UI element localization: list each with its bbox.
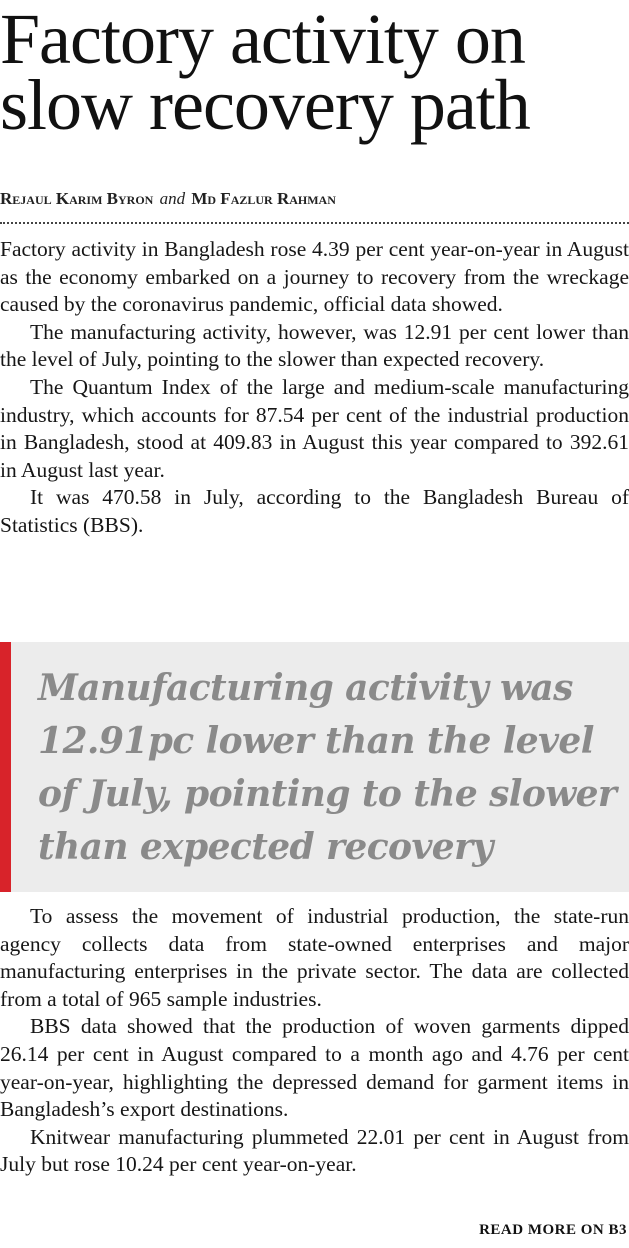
headline: Factory activity on slow recovery path xyxy=(0,0,530,145)
byline-author-1: Rejaul Karim Byron xyxy=(0,189,154,208)
byline xyxy=(0,188,629,210)
paragraph: It was 470.58 in July, according to the Bangladesh Bureau of Statistics (BBS). xyxy=(0,485,629,537)
pull-quote-text: Manufacturing activity was 12.91pc lower than the level of July, pointing to the slower than expected recovery xyxy=(38,667,617,868)
paragraph: BBS data showed that the production of woven garments dipped 26.14 per cent in August compared to a month ago and 4.76 per cent year-on-year, highlighting the depressed demand for garment items in Bangladesh’s export destinations. xyxy=(0,1014,629,1122)
read-more-link[interactable]: READ MORE ON B3 xyxy=(479,1222,627,1238)
pull-quote xyxy=(0,642,629,892)
byline-author-2: Md Fazlur Rahman xyxy=(191,189,336,208)
article-body-top xyxy=(0,236,629,540)
paragraph: Factory activity in Bangladesh rose 4.39 per cent year-on-year in August as the economy embarked on a journey to recovery from the wreckage caused by the coronavirus pandemic, official data showed. xyxy=(0,237,629,317)
pull-quote-accent-bar xyxy=(0,642,11,892)
byline-conjunction: and xyxy=(159,189,186,208)
paragraph: The Quantum Index of the large and medium-scale manufacturing industry, which accounts for 87.54 per cent of the industrial production in Bangladesh, stood at 409.83 in August this year compared to 392.61 in August last year. xyxy=(0,374,629,482)
paragraph: Knitwear manufacturing plummeted 22.01 per cent in August from July but rose 10.24 per cent year-on-year. xyxy=(0,1124,629,1177)
paragraph: To assess the movement of industrial production, the state-run agency collects data from state-owned enterprises and major manufacturing enterprises in the private sector. The data are collected from a total of 965 sample industries. xyxy=(0,904,629,1011)
byline-divider xyxy=(0,222,629,224)
article-body-bottom xyxy=(0,903,629,1179)
paragraph: The manufacturing activity, however, was 12.91 per cent lower than the level of July, pointing to the slower than expected recovery. xyxy=(0,319,629,372)
